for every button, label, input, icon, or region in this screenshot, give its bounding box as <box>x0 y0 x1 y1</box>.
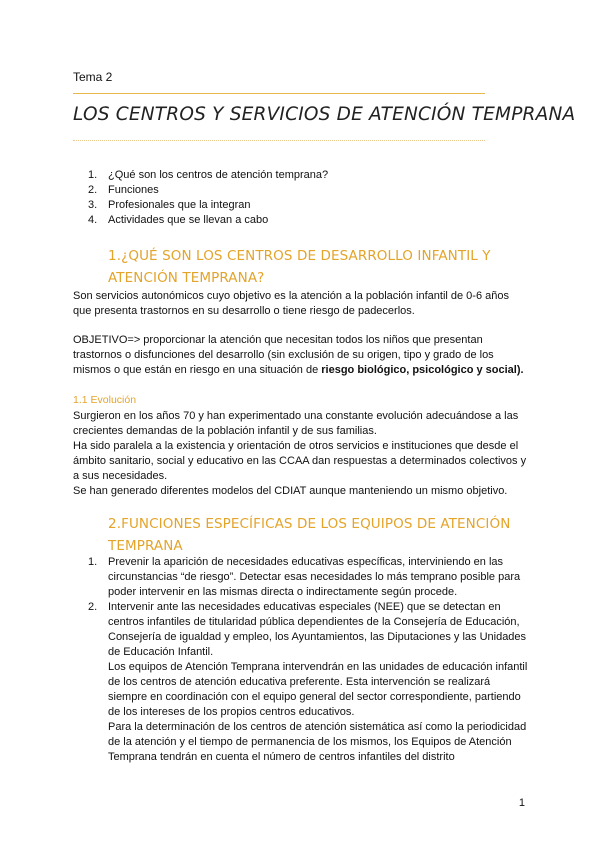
table-of-contents <box>88 168 328 228</box>
toc-item: 2. Funciones <box>88 184 159 196</box>
evolucion-para-1: Surgieron en los años 70 y han experimentado una constante evolución adecuándose a las crecientes demandas de la población infantil y de sus familias. <box>73 410 519 437</box>
list-item: 1. Prevenir la aparición de necesidades educativas específicas, interviniendo en las circunstancias “de riesgo”. Detectar esas necesidades lo más temprano posible para poder intervenir en las mismas directa o indirectamente según procede. <box>88 556 521 598</box>
toc-item: 3. Profesionales que la integran <box>88 199 251 211</box>
topic-label: Tema 2 <box>73 70 113 84</box>
title-rule <box>73 140 485 141</box>
section2-heading: 2.FUNCIONES ESPECÍFICAS DE LOS EQUIPOS DE ATENCIÓN TEMPRANA <box>108 516 511 554</box>
page-number: 1 <box>518 797 525 809</box>
toc-item: 4. Actividades que se llevan a cabo <box>88 214 269 226</box>
header-rule <box>73 93 485 94</box>
section1-heading: 1.¿QUÉ SON LOS CENTROS DE DESARROLLO INFANTIL Y ATENCIÓN TEMPRANA? <box>108 248 491 286</box>
list-item: 2. Intervenir ante las necesidades educativas especiales (NEE) que se detectan en centros infantiles de titularidad pública dependientes de la Consejería de Educación, Consejería de igualdad y empleo, los Ayuntamientos, las Diputaciones y las Unidades de Educación Infantil. Los equipos de Atención Temprana intervendrán en las unidades de educación infantil de los centros de atención educativa preferente. Esta intervención se realizará siempre en coordinación con el equipo general del sector correspondiente, partiendo de los intereses de los propios centros educativos. Para la determinación de los centros de atención sistemática así como la periodicidad de la atención y el tiempo de permanencia de los mismos, los Equipos de Atención Temprana tendrán en cuenta el número de centros infantiles del distrito <box>88 601 528 763</box>
objetivo-para: OBJETIVO=> proporcionar la atención que necesitan todos los niños que presentan trastornos o disfunciones del desarrollo (sin exclusión de su origen, tipo y grado de los mismos o que están en riesgo en una situación de riesgo biológico, psicológico y social). <box>73 334 524 376</box>
objetivo-bold: riesgo biológico, psicológico y social). <box>321 364 524 376</box>
evolucion-para-2: Ha sido paralela a la existencia y orientación de otros servicios e instituciones que desde el ámbito sanitario, social y educativo en las CCAA dan respuestas a determinados colectivos y a sus necesidades. <box>73 440 527 482</box>
functions-list <box>88 555 528 765</box>
section1-para: Son servicios autonómicos cuyo objetivo es la atención a la población infantil de 0-6 años que presenta trastornos en su desarrollo o tiene riesgo de padecerlos. <box>73 290 509 317</box>
toc-item: 1. ¿Qué son los centros de atención temprana? <box>88 169 329 181</box>
evolucion-para-3: Se han generado diferentes modelos del CDIAT aunque manteniendo un mismo objetivo. <box>73 485 508 497</box>
evolucion-heading: 1.1 Evolución <box>73 394 137 406</box>
page-title: LOS CENTROS Y SERVICIOS DE ATENCIÓN TEMPRANA <box>73 104 576 125</box>
